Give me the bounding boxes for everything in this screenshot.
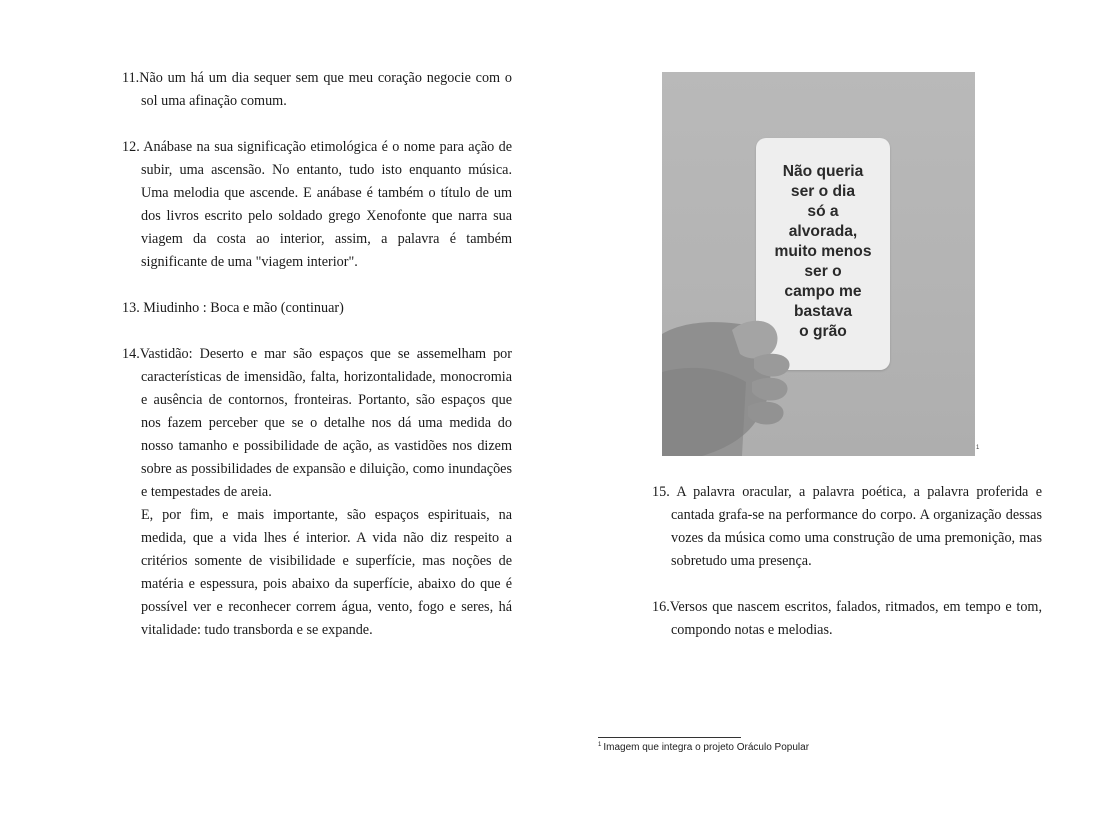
left-column (122, 67, 512, 665)
item-text: Vastidão: Deserto e mar são espaços que se assemelham por características de imensidão, falta, horizontalidade, monocromia e ausência de contornos, fronteiras. Portanto, são espaços que nos fazem perceber que se o detalhe nos dá uma medida do nosso tamanho e possibilidade de ação, as vastidões nos dizem sobre as possibilidades de expansão e diluição, como inundações e tempestades de areia. (139, 346, 512, 500)
list-item-12 (122, 136, 512, 274)
item-number: 14. (122, 346, 140, 362)
footnote-mark: 1 (598, 742, 602, 748)
item-15-paragraph (652, 481, 1042, 573)
item-text: E, por fim, e mais importante, são espaços espirituais, na medida, que a vida lhes é interior. A vida não diz respeito a critérios somente de visibilidade e superfície, mas noções de matéria e espessura, pois abaixo da superfície, abaixo do que é possível ver e reconhecer correm água, vento, fogo e seres, há vitalidade: tudo transborda e se expande. (141, 507, 512, 638)
list-item-16 (652, 596, 1042, 642)
footnote-text: Imagem que integra o projeto Oráculo Popular (603, 742, 810, 753)
right-column (652, 481, 1042, 665)
item-text: Anábase na sua significação etimológica é o nome para ação de subir, uma ascensão. No entanto, tudo isto enquanto música. Uma melodia que ascende. E anábase é também o título de um dos livros escrito pelo soldado grego Xenofonte que narra sua viagem da costa ao interior, assim, a palavra é também significante de uma "viagem interior". (141, 139, 512, 270)
item-number: 16. (652, 599, 670, 615)
list-item-14 (122, 343, 512, 642)
item-14-paragraph (122, 343, 512, 504)
card-line: o grão (799, 323, 847, 340)
footnote-divider (598, 737, 741, 738)
list-item-13 (122, 297, 512, 320)
item-text: Versos que nascem escritos, falados, ritmados, em tempo e tom, compondo notas e melodias. (669, 599, 1042, 638)
card-line: bastava (793, 303, 853, 320)
card-line: alvorada, (788, 223, 858, 240)
item-12-paragraph (122, 136, 512, 274)
item-text: A palavra oracular, a palavra poética, a palavra proferida e cantada grafa-se na performance do corpo. A organização dessas vozes da música como uma construção de uma premonição, mas sobretudo uma presença. (671, 484, 1042, 569)
card-line: muito menos (774, 243, 872, 260)
card-line: campo me (784, 283, 862, 300)
item-number: 12. (122, 139, 140, 155)
item-text: Não um há um dia sequer sem que meu coração negocie com o sol uma afinação comum. (139, 70, 512, 109)
hand-illustration (662, 72, 975, 456)
item-number: 13. (122, 300, 140, 316)
item-number: 15. (652, 484, 670, 500)
item-number: 11. (122, 70, 140, 86)
card-line: ser o dia (790, 183, 856, 200)
footnote (598, 742, 809, 753)
list-item-11 (122, 67, 512, 113)
card-line: ser o (804, 263, 842, 280)
oracle-card-photo (662, 72, 975, 456)
item-14-paragraph-2 (122, 504, 512, 642)
image-footnote-mark: 1 (976, 445, 980, 451)
list-item-15 (652, 481, 1042, 573)
card-line: só a (807, 203, 839, 220)
item-13-paragraph (122, 297, 512, 320)
item-11-paragraph (122, 67, 512, 113)
item-text: Miudinho : Boca e mão (continuar) (143, 300, 344, 316)
card-line: Não queria (782, 163, 864, 180)
item-16-paragraph (652, 596, 1042, 642)
